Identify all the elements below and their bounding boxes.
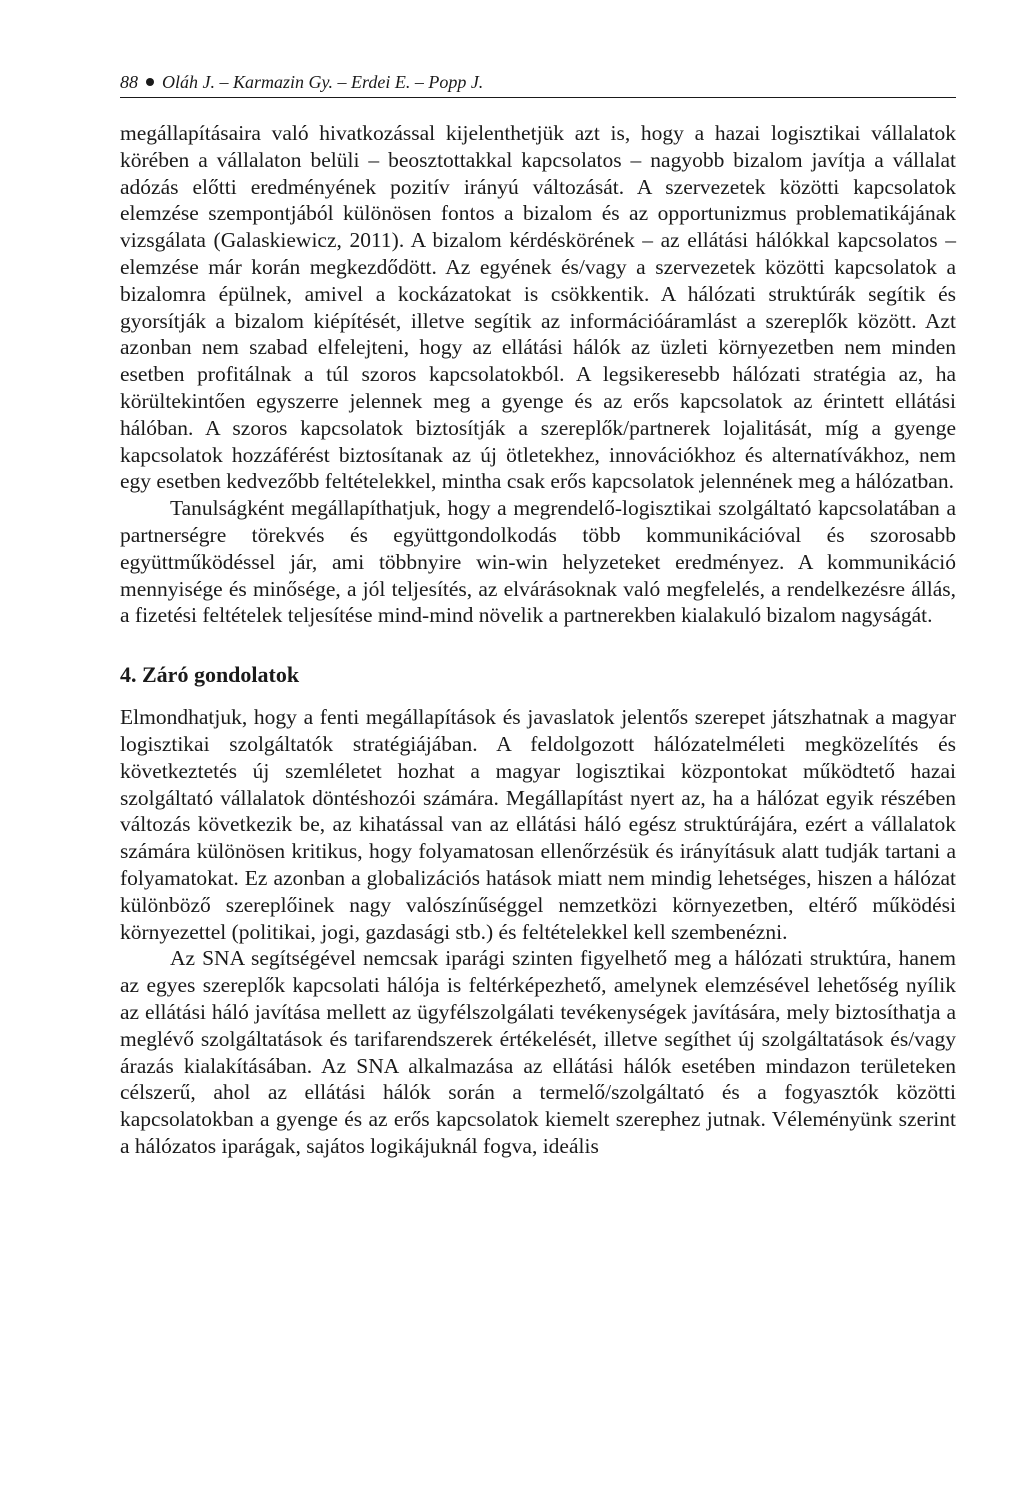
- header-authors: Oláh J. – Karmazin Gy. – Erdei E. – Popp J.: [162, 72, 484, 92]
- body-paragraph: megállapításaira való hivatkozással kijelenthetjük azt is, hogy a hazai logisztikai vállalatok körében a vállalaton belüli – beosztottakkal kapcsolatos – nagyobb bizalom javítja a vállalat adózás előtti eredményének pozitív irányú változását. A szervezetek közötti kapcsolatok elemzése szempontjából különösen fontos a bizalom és az opportunizmus problematikájának vizsgálata (Galaskiewicz, 2011). A bizalom kérdéskörének – az ellátási hálókkal kapcsolatos – elemzése már korán megkezdődött. Az egyének és/vagy a szervezetek közötti kapcsolatok a bizalomra épülnek, amivel a kockázatokat is csökkentik. A hálózati struktúrák segítik és gyorsítják a bizalom kiépítését, illetve segítik az információáramlást a szereplők között. Azt azonban nem szabad elfelejteni, hogy az ellátási hálók az üzleti környezetben nem minden esetben profitálnak a túl szoros kapcsolatokból. A legsikeresebb hálózati stratégia az, ha körültekintően egyszerre jelennek meg a gyenge és az erős kapcsolatok az érintett ellátási hálóban. A szoros kapcsolatok biztosítják a szereplők/partnerek lojalitását, míg a gyenge kapcsolatok hozzáférést biztosítanak az új ötletekhez, innovációkhoz és alternatívákhoz, nem egy esetben kedvezőbb feltételekkel, mintha csak erős kapcsolatok jelennének meg a hálózatban.: [120, 121, 956, 494]
- body-paragraph: Elmondhatjuk, hogy a fenti megállapítások és javaslatok jelentős szerepet játszhatnak a magyar logisztikai szolgáltatók stratégiájában. A feldolgozott hálózatelméleti megközelítés és következtetés új szemléletet hozhat a magyar logisztikai központokat működtető hazai szolgáltató vállalatok döntéshozói számára. Megállapítást nyert az, ha a hálózat egyik részében változás következik be, az kihatással van az ellátási háló egész struktúrájára, ezért a vállalatok számára különösen kritikus, hogy folyamatosan ellenőrzésük és irányításuk alatt tudják tartani a folyamatokat. Ez azonban a globalizációs hatások miatt nem mindig lehetséges, hiszen a hálózat különböző szereplőinek nagy valószínűséggel nemzetközi környezetben, eltérő működési környezettel (politikai, jogi, gazdasági stb.) és feltételekkel kell szembenézni.: [120, 705, 956, 944]
- section-heading: 4. Záró gondolatok: [120, 662, 300, 688]
- running-header: [120, 70, 956, 98]
- body-paragraph: Az SNA segítségével nemcsak iparági szinten figyelhető meg a hálózati struktúra, hanem az egyes szereplők kapcsolati hálója is feltérképezhető, amelynek elemzésével lehetőség nyílik az ellátási háló javítása mellett az ügyfélszolgálati tevékenységek javítására, mely biztosíthatja a meglévő szolgáltatások és tarifarendszerek értékelését, illetve segíthet új szolgáltatások és/vagy árazás kialakításában. Az SNA alkalmazása az ellátási hálók esetében mindazon területeken célszerű, ahol az ellátási hálók során a termelő/szolgáltató és a fogyasztók közötti kapcsolatokban a gyenge és az erős kapcsolatok kiemelt szerephez jutnak. Véleményünk szerint a hálózatos iparágak, sajátos logikájuknál fogva, ideális: [120, 946, 956, 1158]
- body-paragraph: Tanulságként megállapíthatjuk, hogy a megrendelő-logisztikai szolgáltató kapcsolatában a partnerségre törekvés és együttgondolkodás több kommunikációval és szorosabb együttműködéssel jár, ami többnyire win-win helyzeteket eredményez. A kommunikáció mennyisége és minősége, a jól teljesítés, az elvárásoknak való megfelelés, a rendelkezésre állás, a fizetési feltételek teljesítése mind-mind növelik a partnerekben kialakuló bizalom nagyságát.: [120, 496, 956, 628]
- article-body: [120, 120, 956, 1160]
- bullet-icon: [146, 78, 154, 86]
- page-number: 88: [120, 72, 138, 92]
- page: [120, 70, 956, 1160]
